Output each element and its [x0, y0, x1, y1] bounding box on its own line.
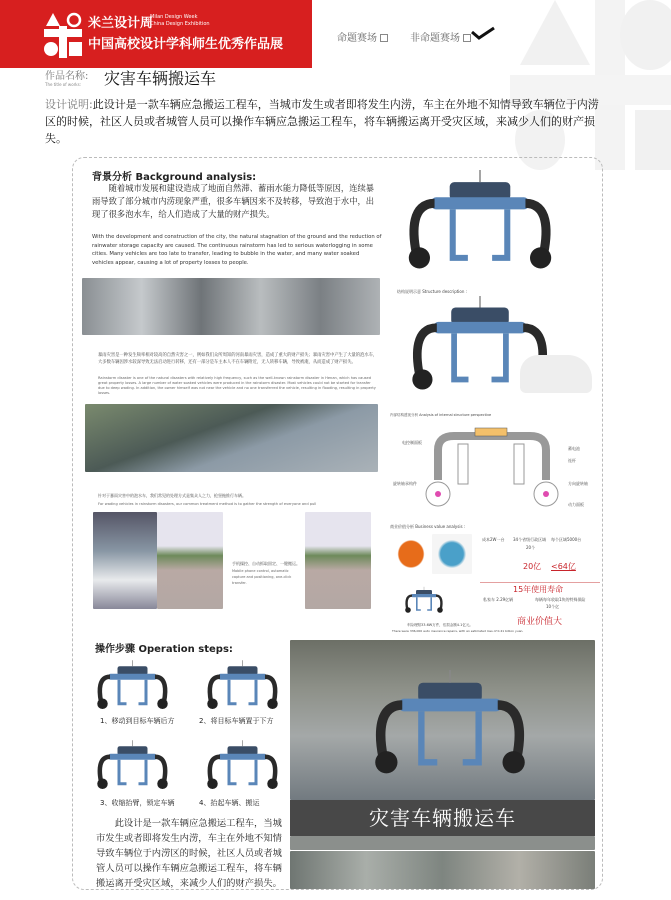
- flood-photo-strip-bottom: [290, 851, 595, 889]
- part-label: 电控制面板: [402, 440, 422, 445]
- conclusion: 商业价值大: [517, 617, 563, 627]
- decorative-pattern: [510, 0, 671, 175]
- operation-heading: 操作步骤 Operation steps:: [95, 644, 233, 655]
- robot-lifting-photo: [93, 512, 157, 609]
- provinces: 34个省级行政区域: [513, 537, 547, 542]
- insurance: 每辆每年收取1块的特殊保险: [535, 597, 586, 602]
- robot-render-hero: [395, 170, 565, 270]
- structure-label: 结构说明示意 Structure description :: [397, 289, 468, 294]
- private-cars: 私家车 2.29亿辆: [483, 597, 514, 602]
- hero-photo-bottom: [290, 836, 595, 850]
- divider: [480, 582, 600, 583]
- desc-text: 此设计是一款车辆应急搬运工程车，当城市发生或者即将发生内涝，车主在外地不知情导致车辆位于内涝区的时候，社区人员或者城管人员可以操作车辆应急搬运工程车，将车辆搬运离开受灾区域，来减少人们的财产损失。: [45, 98, 599, 145]
- checkmark-icon: [470, 26, 496, 40]
- part-label: 蓄电池: [568, 446, 580, 451]
- option-non-themed-label: 非命题赛场: [410, 33, 460, 44]
- brand-en-1: Milan Design Week: [150, 14, 198, 20]
- disaster-cn: 暴雨灾害是一种发生频率相对较高的自然灾害之一，例如我们众所周知的河南暴雨灾害，造成了重大的财产损失；暴雨灾害中产生了大量的泡水车，大多数车辆因涉水较深导致无法启动进行转移，还有一部分是车主本人不在车辆附近，无人转移车辆，导致被淹，从而造成了财产损失。: [98, 353, 378, 365]
- background-en: With the development and construction of the city, the natural stagnation of the ground and the reduction of rainwater storage capacity are caused. The continuous rainstorm has led to serious waterlogging in some cities. Many vehicles are too late to transfer, leading to bubble in the water, and many water soaked vehicles appear, causing a lot of property losses to people.: [92, 234, 382, 266]
- exhibition-logo: [44, 12, 82, 58]
- checkbox[interactable]: [380, 34, 388, 42]
- car-render: [520, 355, 592, 393]
- robot-small-render: [404, 586, 444, 614]
- diagram-label: 内部结构透视分析 Analysis of internal structure perspective: [390, 413, 492, 417]
- method-en: For wading vehicles in rainstorm disasters, our common treatment method is to gather the strength of everyone and pull: [98, 502, 317, 506]
- option-themed[interactable]: [337, 29, 388, 44]
- step-2-render: [205, 660, 280, 710]
- option-themed-label: 命题赛场: [337, 33, 377, 44]
- hero-title: 灾害车辆搬运车: [290, 800, 595, 836]
- desc-label: 设计说明:: [45, 98, 93, 111]
- hero-robot: [370, 670, 530, 775]
- step-label: 3、收缩抬臂，锁定车辆: [100, 799, 175, 807]
- count: 20个: [526, 545, 536, 550]
- title-label-en: The title of works:: [45, 82, 82, 87]
- forklift-photo-2: [432, 534, 472, 574]
- flood-photo-strip: [82, 278, 380, 335]
- option-non-themed[interactable]: [410, 29, 471, 44]
- exhibition-name: 中国高校设计学科师生优秀作品展: [88, 37, 284, 52]
- work-description: [45, 96, 605, 147]
- stat-cn: 车险理赔33.6W万件，估损金额4.1亿元。: [407, 623, 473, 627]
- part-label: 连杆: [568, 458, 576, 463]
- cost: 成本2W一台: [482, 537, 505, 542]
- disaster-en: Rainstorm disaster is one of the natural disasters with relatively high frequency, such as the well-known rainstorm disaster in Henan, which has caused great property losses. A large number of water soaked vehicles were produced in the rainstorm disaster. Most vehicles could not be started for transfer due to deep wading. In addition, the owner himself was not near the vehicle and no one transferred the vehicle, resulting in flooding, resulting in property losses.: [98, 376, 376, 395]
- operation-summary: 此设计是一款车辆应急搬运工程车，当城市发生或者即将发生内涝，车主在外地不知情导致车辆位于内涝区的时候，社区人员或者城管人员可以操作车辆应急搬运工程车，将车辆搬运离开受灾区域，来减少人们的财产损失。: [96, 818, 282, 889]
- title-label: 作品名称:: [45, 71, 89, 82]
- internal-structure-diagram: [420, 420, 565, 510]
- phone-app-screen-2: [305, 512, 371, 609]
- step-1-render: [95, 660, 170, 710]
- business-label: 商业价值分析 Business value analysis :: [390, 524, 466, 529]
- step-label: 2、将目标车辆置于下方: [199, 717, 274, 725]
- step-label: 1、移动到目标车辆后方: [100, 717, 175, 725]
- title-label-group: [45, 67, 88, 87]
- per-region: 每个区域5000台: [551, 537, 582, 542]
- method-cn: 针对于暴雨灾害中的泡水车，我们常见的处理方式是集众人之力，抢坚拖推行车辆。: [98, 493, 246, 498]
- step-3-render: [95, 740, 170, 790]
- forklift-photo-1: [392, 534, 430, 574]
- part-label: 方向旋转轴: [568, 481, 588, 486]
- lifespan: 15年使用寿命: [513, 585, 564, 594]
- phone-en: Mobile phone control, automatic capture and positioning, one-click transfer.: [232, 569, 292, 585]
- compare: <64亿: [551, 562, 576, 571]
- brand-name: 米兰设计周: [88, 16, 154, 31]
- rescue-photo: [85, 404, 378, 472]
- background-heading: 背景分析 Background analysis:: [92, 172, 257, 183]
- phone-app-screen-1: [157, 512, 223, 609]
- insurance-total: 10个亿: [546, 604, 560, 609]
- part-label: 动力面板: [568, 502, 584, 507]
- part-label: 旋转轴承构件: [393, 481, 417, 486]
- phone-cn: 手机操控、自动抓取固定、一键搬运。: [232, 561, 300, 566]
- step-label: 4、抬起车辆、搬运: [199, 799, 260, 807]
- background-cn: 随着城市发展和建设造成了地面自然滞、蓄雨水能力降低等原因，连续暴雨导致了部分城市内涝现象严重，很多车辆因来不及转移，导致泡于水中，出现了很多泡水车，给人们造成了大量的财产损失。: [92, 183, 375, 219]
- stat-en: There were 336,000 auto insurance repairs, with an estimated loss of 0.41 billion yuan.: [392, 629, 524, 633]
- work-title: 灾害车辆搬运车: [104, 69, 217, 88]
- step-4-render: [205, 740, 280, 790]
- total: 20亿: [523, 562, 542, 571]
- brand-en-2: China Design Exhibition: [150, 21, 210, 27]
